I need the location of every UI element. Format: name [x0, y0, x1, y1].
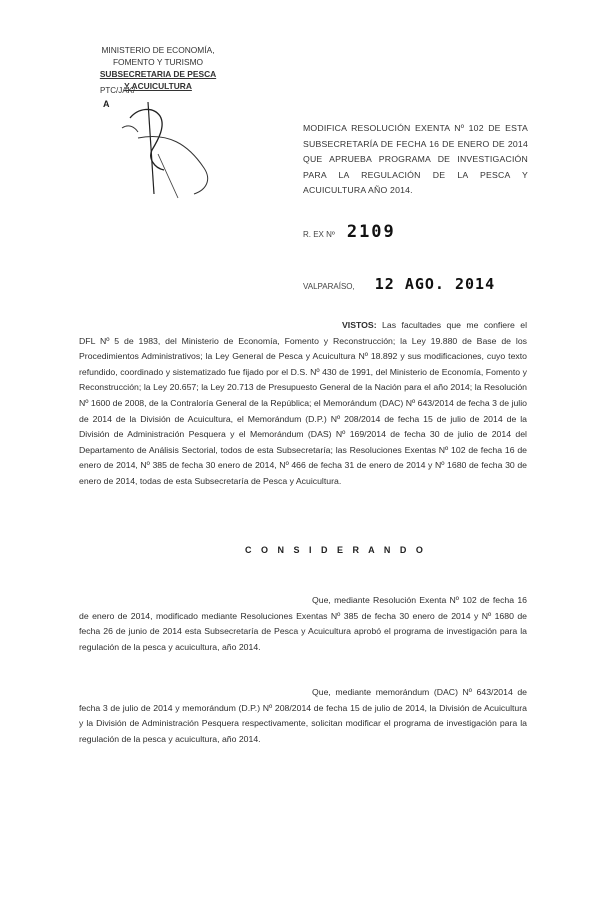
subsecretaria-line-1: SUBSECRETARIA DE PESCA [99, 69, 217, 79]
considerando-paragraph-1: Que, mediante Resolución Exenta Nº 102 de fecha 16 de enero de 2014, modificado mediante Resoluciones Exentas Nº 385 de fecha 30 enero de 2014 y Nº 1680 de fecha 26 de junio de 2014 esta Subsecretaría de Pesca y Acuicultura aprobó el programa de investigación para la regulación de la pesca y acuicultura, año 2014. [79, 595, 527, 652]
place-date-row [303, 275, 495, 293]
date-stamp: 12 AGO. 2014 [374, 275, 496, 293]
issuer-header [78, 44, 238, 92]
vistos-lead: VISTOS: [342, 320, 377, 330]
resolution-subject: MODIFICA RESOLUCIÓN EXENTA Nº 102 DE ESTA SUBSECRETARÍA DE FECHA 16 DE ENERO DE 2014 QUE APRUEBA PROGRAMA DE INVESTIGACIÓN PARA LA REGULACIÓN DE LA PESCA Y ACUICULTURA AÑO 2014. [303, 123, 528, 195]
considerando-heading: C O N S I D E R A N D O [245, 545, 427, 555]
considerando-paragraph-2: Que, mediante memorándum (DAC) Nº 643/2014 de fecha 3 de julio de 2014 y memorándum (D.P.) Nº 208/2014 de fecha 15 de julio de 2014, la División de Acuicultura y la División de Administración Pesquera respectivamente, solicitan modificar el programa de investigación para la regulación de la pesca y acuicultura, año 2014. [79, 687, 527, 744]
place-label: VALPARAÍSO, [303, 282, 355, 291]
ministry-line-2: FOMENTO Y TURISMO [112, 57, 204, 67]
subsecretaria-line-2: Y ACUICULTURA [124, 81, 192, 91]
handwritten-signature-icon [108, 98, 228, 208]
vistos-text: Las facultades que me confiere el DFL Nº 5 de 1983, del Ministerio de Economía, Fomento y Reconstrucción; la Ley 19.880 de Base de los Procedimientos Administrativos; la Ley General de Pesca y Acuicultura Nº 18.892 y sus modificaciones, cuyo texto refundido, coordinado y sistematizado fue fijado por el D.S. Nº 430 de 1991, del Ministerio de Economía, Fomento y Reconstrucción; la Ley 20.657; la Ley 20.713 de Presupuesto General de la Nación para el año 2014; la Resolución Nº 1600 de 2008, de la Contraloría General de la República; el Memorándum (DAC) Nº 643/2014 de fecha 3 de julio de 2014 de la División de Acuicultura, el Memorándum (D.P.) Nº 208/2014 de fecha 15 de julio de 2014 de la División de Administración Pesquera y el Memorándum (DAS) Nº 169/2014 de fecha 30 de julio de 2014 del Departamento de Análisis Sectorial, todos de esta Subsecretaría; las Resoluciones Exentas Nº 102 de fecha 16 de enero de 2014, Nº 385 de fecha 30 enero de 2014, Nº 466 de fecha 31 de enero de 2014 y Nº 1680 de fecha 30 de enero de 2014, todas de esta Subsecretaría de Pesca y Acuicultura. [79, 320, 527, 486]
ministry-line-1: MINISTERIO DE ECONOMÍA, [101, 45, 215, 55]
resolution-number-row [303, 222, 396, 242]
vistos-paragraph [79, 318, 527, 490]
resolution-label: R. EX Nº [303, 230, 335, 239]
resolution-number: 2109 [346, 222, 396, 242]
author-initials: PTC/JAK/ [100, 86, 136, 95]
initial-mark: A [103, 99, 110, 109]
